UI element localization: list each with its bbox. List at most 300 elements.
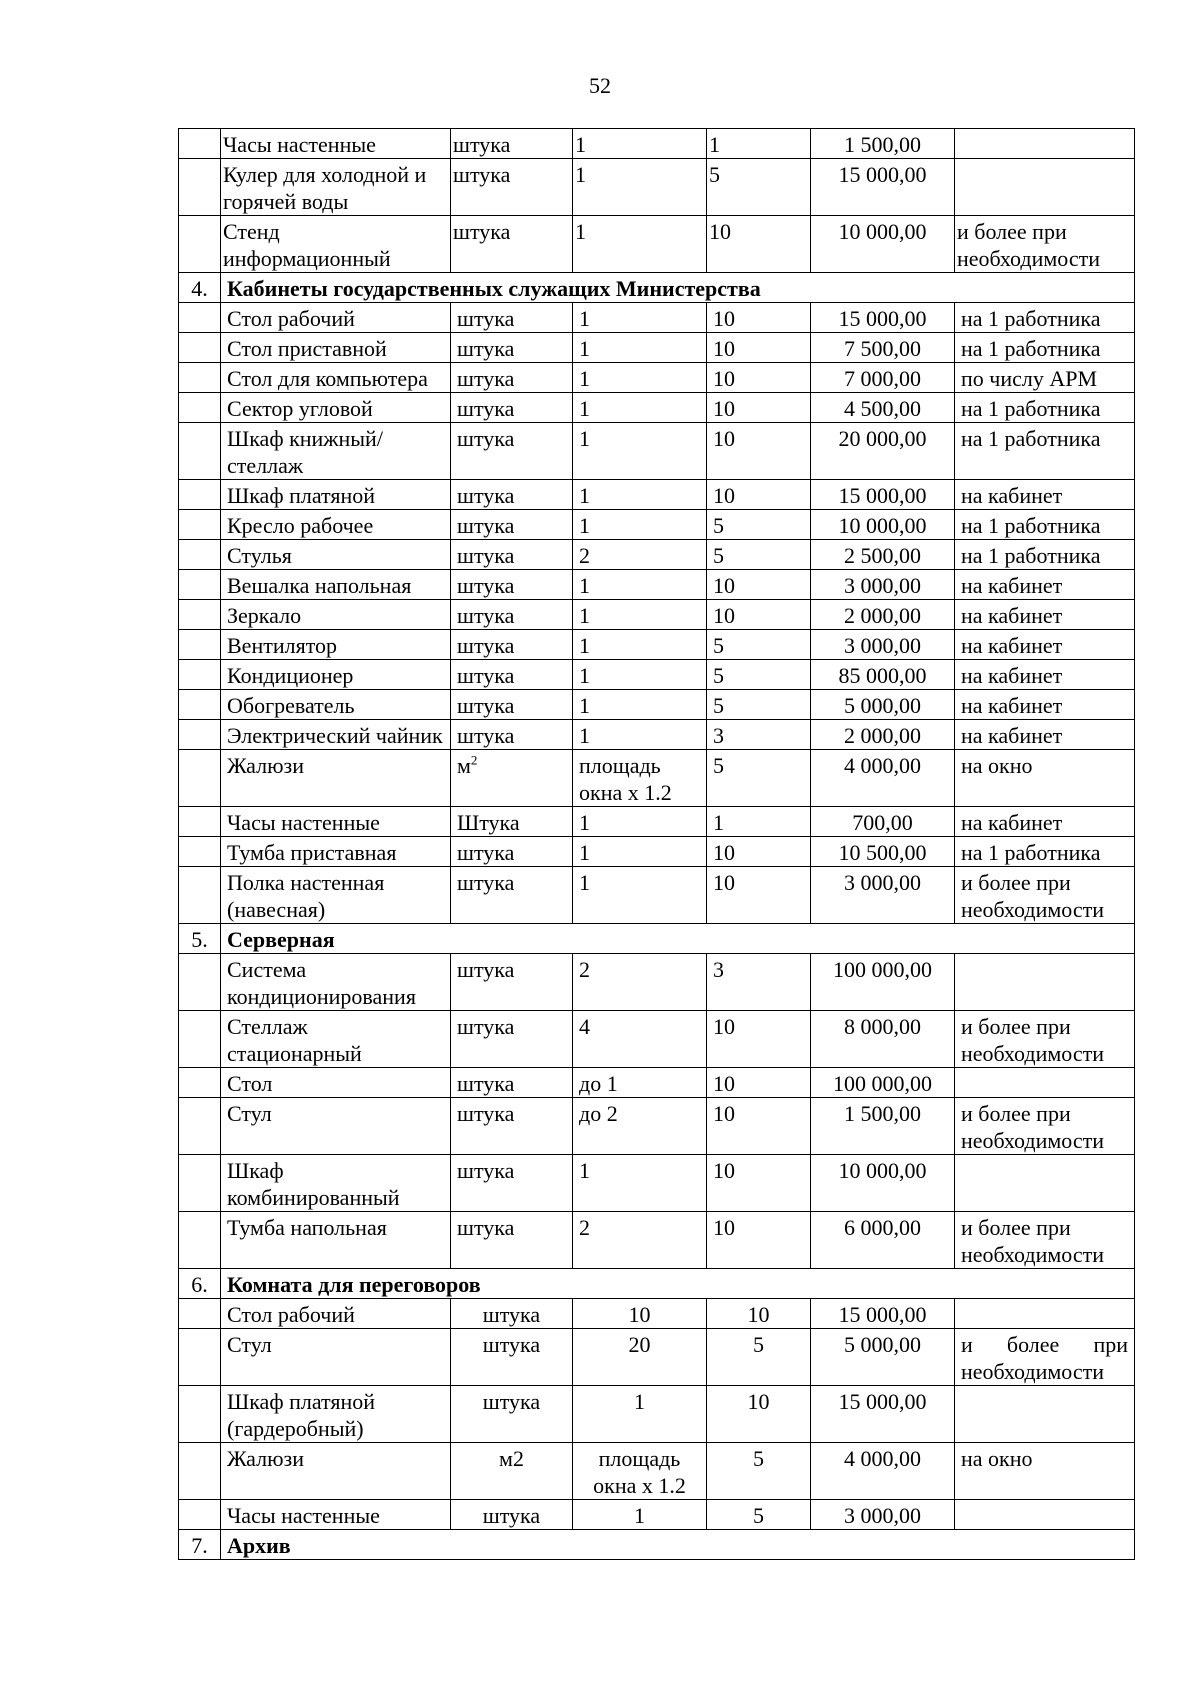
note-text: и более при необходимости xyxy=(961,1332,1128,1384)
unit-cell xyxy=(451,750,573,807)
row-number-cell xyxy=(179,1155,221,1212)
table-row xyxy=(179,750,1135,807)
row-number-cell xyxy=(179,690,221,720)
service-life-text: 5 xyxy=(753,1446,764,1471)
unit-text: штука xyxy=(482,1503,541,1528)
item-name-text: Стул xyxy=(227,1101,272,1126)
price-cell xyxy=(811,423,955,480)
service-life-cell xyxy=(707,807,811,837)
item-name-text: Вентилятор xyxy=(227,633,338,658)
quantity-text: 1 xyxy=(579,483,590,508)
price-cell xyxy=(811,837,955,867)
note-text: на кабинет xyxy=(961,633,1063,658)
unit-text: штука xyxy=(457,513,515,538)
service-life-cell xyxy=(707,216,811,273)
service-life-text: 10 xyxy=(713,426,735,451)
row-number-cell xyxy=(179,1386,221,1443)
item-name-text: Стул xyxy=(227,1332,272,1357)
item-name-text: Стол рабочий xyxy=(227,1302,355,1327)
quantity-text: 1 xyxy=(579,426,590,451)
table-row xyxy=(179,690,1135,720)
quantity-cell xyxy=(573,159,707,216)
unit-text: штука xyxy=(457,840,515,865)
item-name-cell xyxy=(221,837,451,867)
table-row xyxy=(179,129,1135,159)
service-life-cell xyxy=(707,510,811,540)
item-name-cell xyxy=(221,630,451,660)
quantity-text: 1 xyxy=(579,723,590,748)
item-name-text: Сектор угловой xyxy=(227,396,373,421)
row-number-cell xyxy=(179,1212,221,1269)
item-name-text: Зеркало xyxy=(227,603,302,628)
note-text: и более при необходимости xyxy=(961,870,1105,922)
item-name-cell xyxy=(221,1098,451,1155)
price-text: 85 000,00 xyxy=(838,663,927,688)
note-cell xyxy=(955,423,1135,480)
unit-cell xyxy=(451,216,573,273)
unit-text: штука xyxy=(457,870,515,895)
item-name-cell xyxy=(221,1155,451,1212)
quantity-cell xyxy=(573,303,707,333)
quantity-cell xyxy=(573,333,707,363)
note-cell xyxy=(955,690,1135,720)
service-life-cell xyxy=(707,1212,811,1269)
service-life-cell xyxy=(707,129,811,159)
service-life-cell xyxy=(707,333,811,363)
price-cell xyxy=(811,750,955,807)
note-text: на кабинет xyxy=(961,693,1063,718)
unit-text: штука xyxy=(457,306,515,331)
unit-text: Штука xyxy=(457,810,520,835)
item-name-cell xyxy=(221,333,451,363)
price-text: 2 000,00 xyxy=(844,723,921,748)
service-life-text: 5 xyxy=(713,543,724,568)
item-name-text: Тумба напольная xyxy=(227,1215,387,1240)
quantity-text: 1 xyxy=(575,132,586,157)
price-cell xyxy=(811,570,955,600)
unit-cell xyxy=(451,570,573,600)
item-name-text: Жалюзи xyxy=(227,753,304,778)
price-text: 7 500,00 xyxy=(844,336,921,361)
service-life-cell xyxy=(707,570,811,600)
table-row xyxy=(179,954,1135,1011)
service-life-text: 10 xyxy=(713,840,735,865)
item-name-text: Электрический чайник xyxy=(227,723,443,748)
row-number-cell xyxy=(179,660,221,690)
row-number-cell xyxy=(179,303,221,333)
service-life-cell xyxy=(707,363,811,393)
unit-text: штука xyxy=(457,1158,515,1183)
service-life-cell xyxy=(707,1386,811,1443)
item-name-cell xyxy=(221,393,451,423)
unit-text: штука xyxy=(457,603,515,628)
quantity-cell xyxy=(573,510,707,540)
section-row xyxy=(179,273,1135,303)
unit-cell xyxy=(451,1329,573,1386)
price-cell xyxy=(811,1386,955,1443)
price-text: 4 000,00 xyxy=(844,1446,921,1471)
price-text: 10 000,00 xyxy=(838,1158,927,1183)
service-life-text: 10 xyxy=(713,603,735,628)
note-cell xyxy=(955,1155,1135,1212)
item-name-text: Обогреватель xyxy=(227,693,355,718)
quantity-text: 1 xyxy=(634,1389,645,1414)
table-row xyxy=(179,1011,1135,1068)
quantity-cell xyxy=(573,807,707,837)
note-cell xyxy=(955,750,1135,807)
note-cell xyxy=(955,1443,1135,1500)
row-number-cell xyxy=(179,393,221,423)
item-name-cell xyxy=(221,1212,451,1269)
unit-cell xyxy=(451,393,573,423)
price-cell xyxy=(811,1011,955,1068)
note-text: на 1 работника xyxy=(961,513,1101,538)
row-number-cell xyxy=(179,630,221,660)
table-row xyxy=(179,1155,1135,1212)
service-life-cell xyxy=(707,1068,811,1098)
item-name-cell xyxy=(221,1329,451,1386)
unit-superscript: 2 xyxy=(470,752,478,768)
page-number: 52 xyxy=(589,73,611,98)
unit-text: штука xyxy=(457,633,515,658)
price-cell xyxy=(811,480,955,510)
price-cell xyxy=(811,807,955,837)
quantity-cell xyxy=(573,750,707,807)
note-cell xyxy=(955,540,1135,570)
service-life-text: 5 xyxy=(753,1332,764,1357)
service-life-cell xyxy=(707,1155,811,1212)
quantity-text: 1 xyxy=(579,810,590,835)
unit-text: штука xyxy=(457,957,515,982)
service-life-text: 10 xyxy=(713,573,735,598)
note-cell xyxy=(955,660,1135,690)
item-name-text: Часы настенные xyxy=(227,1503,380,1528)
furniture-norms-table xyxy=(178,128,1135,1560)
note-text: на кабинет xyxy=(961,810,1063,835)
table-row xyxy=(179,630,1135,660)
service-life-cell xyxy=(707,690,811,720)
quantity-text: 2 xyxy=(579,1215,590,1240)
price-text: 20 000,00 xyxy=(838,426,927,451)
price-text: 3 000,00 xyxy=(844,633,921,658)
quantity-cell xyxy=(573,690,707,720)
item-name-cell xyxy=(221,570,451,600)
table-row xyxy=(179,1329,1135,1386)
unit-cell xyxy=(451,423,573,480)
table-row xyxy=(179,423,1135,480)
table-row xyxy=(179,660,1135,690)
note-text: на 1 работника xyxy=(961,396,1101,421)
price-cell xyxy=(811,1500,955,1530)
item-name-cell xyxy=(221,480,451,510)
section-number: 4. xyxy=(179,273,221,303)
service-life-cell xyxy=(707,1500,811,1530)
unit-cell xyxy=(451,363,573,393)
service-life-text: 10 xyxy=(713,1014,735,1039)
quantity-cell xyxy=(573,1443,707,1500)
quantity-text: 10 xyxy=(628,1302,651,1327)
unit-text: штука xyxy=(457,1215,515,1240)
row-number-cell xyxy=(179,1098,221,1155)
note-text: и более при необходимости xyxy=(957,219,1101,271)
service-life-text: 5 xyxy=(713,513,724,538)
quantity-text: 1 xyxy=(579,366,590,391)
quantity-cell xyxy=(573,393,707,423)
note-cell xyxy=(955,393,1135,423)
unit-cell xyxy=(451,1068,573,1098)
quantity-cell xyxy=(573,423,707,480)
price-text: 5 000,00 xyxy=(844,1332,921,1357)
item-name-cell xyxy=(221,159,451,216)
row-number-cell xyxy=(179,807,221,837)
section-number: 6. xyxy=(179,1269,221,1299)
unit-text: штука xyxy=(453,162,511,187)
service-life-cell xyxy=(707,1098,811,1155)
price-text: 15 000,00 xyxy=(838,162,927,187)
quantity-cell xyxy=(573,600,707,630)
quantity-cell xyxy=(573,570,707,600)
service-life-cell xyxy=(707,660,811,690)
row-number-cell xyxy=(179,333,221,363)
item-name-text: Стулья xyxy=(227,543,292,568)
price-text: 4 000,00 xyxy=(844,753,921,778)
service-life-cell xyxy=(707,1443,811,1500)
item-name-text: Часы настенные xyxy=(227,810,380,835)
unit-text: штука xyxy=(457,1101,515,1126)
item-name-text: Стол рабочий xyxy=(227,306,355,331)
quantity-text: 2 xyxy=(579,543,590,568)
row-number-cell xyxy=(179,510,221,540)
price-cell xyxy=(811,510,955,540)
note-text: на кабинет xyxy=(961,573,1063,598)
service-life-text: 10 xyxy=(747,1389,770,1414)
row-number-cell xyxy=(179,1443,221,1500)
note-text: на кабинет xyxy=(961,603,1063,628)
quantity-cell xyxy=(573,630,707,660)
service-life-text: 10 xyxy=(713,336,735,361)
service-life-text: 10 xyxy=(747,1302,770,1327)
row-number-cell xyxy=(179,480,221,510)
service-life-text: 5 xyxy=(713,753,724,778)
unit-cell xyxy=(451,1011,573,1068)
price-cell xyxy=(811,600,955,630)
quantity-text: площадь окна х 1.2 xyxy=(593,1446,686,1498)
quantity-text: 1 xyxy=(575,162,586,187)
price-cell xyxy=(811,333,955,363)
item-name-text: Система кондиционирования xyxy=(227,957,416,1009)
item-name-cell xyxy=(221,600,451,630)
price-cell xyxy=(811,393,955,423)
unit-cell xyxy=(451,630,573,660)
note-text: на 1 работника xyxy=(961,840,1101,865)
price-text: 10 000,00 xyxy=(838,513,927,538)
table-row xyxy=(179,1500,1135,1530)
price-cell xyxy=(811,540,955,570)
unit-text: штука xyxy=(482,1389,541,1414)
quantity-cell xyxy=(573,129,707,159)
service-life-cell xyxy=(707,423,811,480)
item-name-cell xyxy=(221,303,451,333)
unit-text: штука xyxy=(457,1071,515,1096)
note-cell xyxy=(955,480,1135,510)
quantity-cell xyxy=(573,1212,707,1269)
section-row xyxy=(179,1269,1135,1299)
unit-cell xyxy=(451,807,573,837)
unit-cell xyxy=(451,1155,573,1212)
quantity-text: 1 xyxy=(634,1503,645,1528)
price-text: 6 000,00 xyxy=(844,1215,921,1240)
service-life-text: 10 xyxy=(713,366,735,391)
price-text: 2 000,00 xyxy=(844,603,921,628)
unit-text: штука xyxy=(457,396,515,421)
item-name-text: Кресло рабочее xyxy=(227,513,374,538)
price-text: 10 500,00 xyxy=(838,840,927,865)
note-text: на 1 работника xyxy=(961,543,1101,568)
row-number-cell xyxy=(179,1011,221,1068)
quantity-text: 4 xyxy=(579,1014,590,1039)
table-row xyxy=(179,1098,1135,1155)
table-row xyxy=(179,480,1135,510)
unit-cell xyxy=(451,600,573,630)
service-life-text: 5 xyxy=(713,663,724,688)
row-number-cell xyxy=(179,1299,221,1329)
note-text: на окно xyxy=(961,753,1033,778)
service-life-cell xyxy=(707,600,811,630)
unit-cell xyxy=(451,1212,573,1269)
price-text: 100 000,00 xyxy=(833,1071,932,1096)
unit-text: штука xyxy=(457,723,515,748)
price-text: 5 000,00 xyxy=(844,693,921,718)
quantity-text: 1 xyxy=(579,306,590,331)
note-cell xyxy=(955,510,1135,540)
price-cell xyxy=(811,159,955,216)
service-life-text: 5 xyxy=(713,693,724,718)
item-name-cell xyxy=(221,216,451,273)
note-cell xyxy=(955,1299,1135,1329)
quantity-cell xyxy=(573,1155,707,1212)
service-life-cell xyxy=(707,1011,811,1068)
price-cell xyxy=(811,363,955,393)
section-title: Архив xyxy=(221,1530,1135,1560)
unit-text: штука xyxy=(457,366,515,391)
table-row xyxy=(179,720,1135,750)
quantity-text: 1 xyxy=(579,693,590,718)
service-life-text: 10 xyxy=(713,1101,735,1126)
unit-text: штука xyxy=(453,132,511,157)
table-row xyxy=(179,1299,1135,1329)
item-name-cell xyxy=(221,1299,451,1329)
unit-cell xyxy=(451,333,573,363)
item-name-text: Часы настенные xyxy=(223,132,376,157)
price-text: 3 000,00 xyxy=(844,870,921,895)
unit-text: штука xyxy=(482,1332,541,1357)
price-cell xyxy=(811,660,955,690)
unit-cell xyxy=(451,720,573,750)
section-row xyxy=(179,1530,1135,1560)
unit-text: штука xyxy=(457,693,515,718)
item-name-text: Стенд информационный xyxy=(223,219,391,271)
row-number-cell xyxy=(179,1500,221,1530)
quantity-text: 1 xyxy=(579,336,590,361)
price-text: 15 000,00 xyxy=(838,1302,927,1327)
quantity-cell xyxy=(573,1386,707,1443)
note-text: на окно xyxy=(961,1446,1033,1471)
item-name-cell xyxy=(221,423,451,480)
note-cell xyxy=(955,1011,1135,1068)
note-text: на 1 работника xyxy=(961,336,1101,361)
price-cell xyxy=(811,954,955,1011)
quantity-text: 1 xyxy=(579,633,590,658)
unit-cell xyxy=(451,303,573,333)
unit-text: м xyxy=(457,753,471,778)
item-name-text: Шкаф платяной xyxy=(227,483,376,508)
section-title: Кабинеты государственных служащих Министерства xyxy=(221,273,1135,303)
unit-cell xyxy=(451,1386,573,1443)
price-text: 15 000,00 xyxy=(838,306,927,331)
service-life-text: 10 xyxy=(709,219,731,244)
note-text: на 1 работника xyxy=(961,426,1101,451)
price-cell xyxy=(811,1212,955,1269)
service-life-text: 10 xyxy=(713,870,735,895)
item-name-cell xyxy=(221,954,451,1011)
quantity-cell xyxy=(573,1299,707,1329)
unit-text: штука xyxy=(453,219,511,244)
price-text: 10 000,00 xyxy=(838,219,927,244)
unit-cell xyxy=(451,690,573,720)
table-row xyxy=(179,1212,1135,1269)
item-name-cell xyxy=(221,660,451,690)
quantity-text: 1 xyxy=(579,396,590,421)
item-name-cell xyxy=(221,1500,451,1530)
table-row xyxy=(179,159,1135,216)
row-number-cell xyxy=(179,1329,221,1386)
quantity-text: 1 xyxy=(579,870,590,895)
service-life-text: 5 xyxy=(713,633,724,658)
price-text: 8 000,00 xyxy=(844,1014,921,1039)
unit-text: штука xyxy=(457,426,515,451)
table-row xyxy=(179,216,1135,273)
note-cell xyxy=(955,570,1135,600)
row-number-cell xyxy=(179,837,221,867)
quantity-text: 20 xyxy=(628,1332,651,1357)
note-text: на кабинет xyxy=(961,483,1063,508)
note-text: на кабинет xyxy=(961,663,1063,688)
quantity-text: 1 xyxy=(579,663,590,688)
price-cell xyxy=(811,1443,955,1500)
price-cell xyxy=(811,720,955,750)
service-life-text: 1 xyxy=(713,810,724,835)
quantity-cell xyxy=(573,480,707,510)
quantity-text: до 2 xyxy=(579,1101,618,1126)
unit-cell xyxy=(451,1500,573,1530)
note-cell xyxy=(955,1500,1135,1530)
item-name-text: Стол приставной xyxy=(227,336,387,361)
service-life-cell xyxy=(707,720,811,750)
unit-cell xyxy=(451,837,573,867)
unit-text: штука xyxy=(457,336,515,361)
table-row xyxy=(179,867,1135,924)
row-number-cell xyxy=(179,600,221,630)
section-title: Серверная xyxy=(221,924,1135,954)
price-cell xyxy=(811,1329,955,1386)
price-text: 15 000,00 xyxy=(838,483,927,508)
unit-cell xyxy=(451,867,573,924)
price-cell xyxy=(811,630,955,660)
quantity-text: 1 xyxy=(579,603,590,628)
price-text: 100 000,00 xyxy=(833,957,932,982)
note-text: и более при необходимости xyxy=(961,1215,1105,1267)
note-cell xyxy=(955,129,1135,159)
